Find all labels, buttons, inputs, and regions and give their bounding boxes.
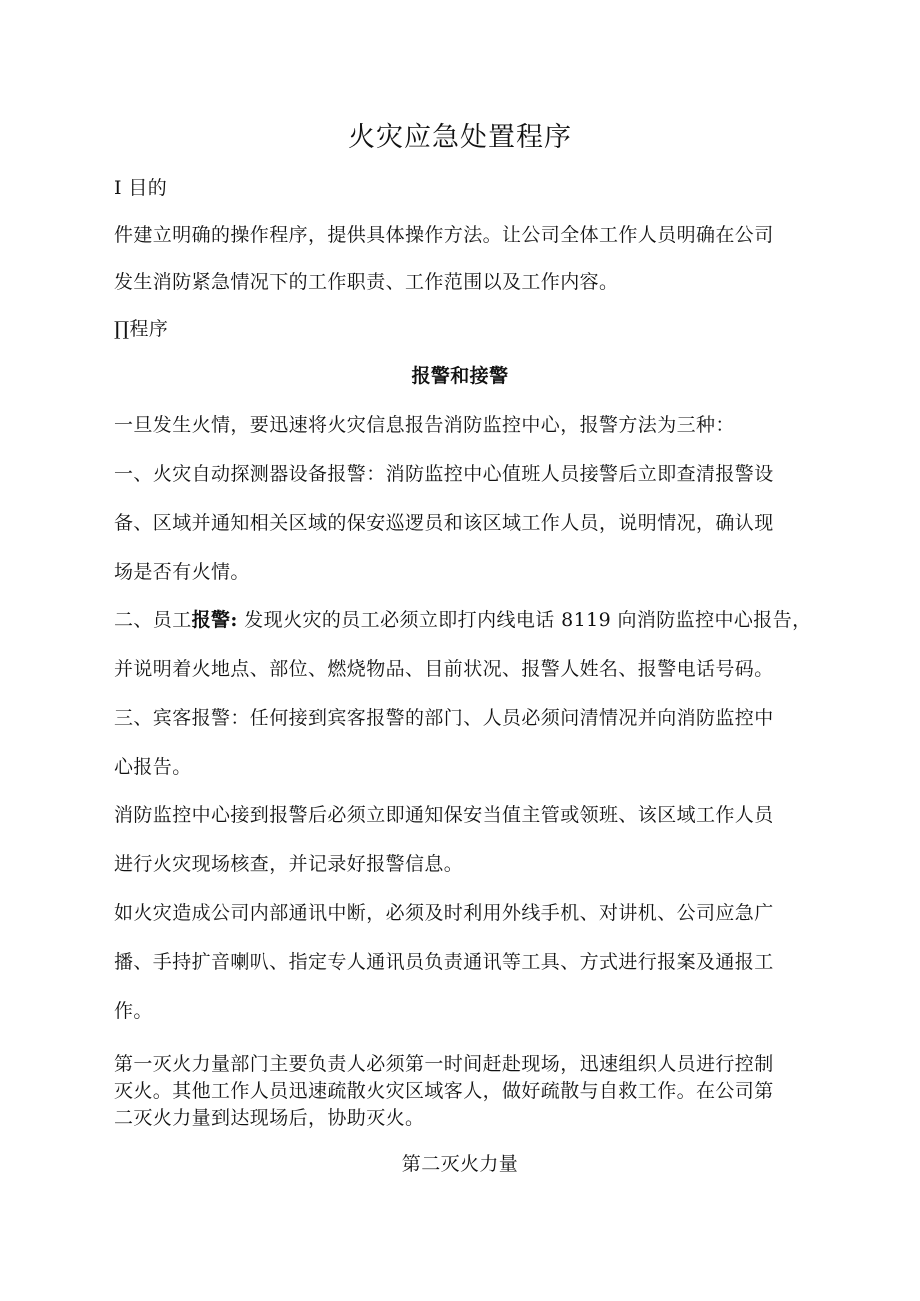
method2-line-2: 并说明着火地点、部位、燃烧物品、目前状况、报警人姓名、报警电话号码。 [114,658,774,680]
subheading-second-force: 第二灭火力量 [401,1153,519,1175]
method1-line-1: 一、火灾自动探测器设备报警：消防监控中心值班人员接警后立即查清报警设 [114,463,774,485]
method3-line-1: 三、宾客报警：任何接到宾客报警的部门、人员必须问清情况并向消防监控中 [114,707,774,729]
method2-line-1 [114,608,814,632]
method1-line-3: 场是否有火情。 [114,561,250,583]
method3-line-2: 心报告。 [114,756,192,778]
purpose-line-2: 发生消防紧急情况下的工作职责、工作范围以及工作内容。 [114,271,619,293]
document-title: 火灾应急处置程序 [348,122,572,153]
first-force-line-1: 第一灭火力量部门主要负责人必须第一时间赶赴现场，迅速组织人员进行控制 [114,1053,774,1075]
method1-line-2: 备、区域并通知相关区域的保安巡逻员和该区域工作人员，说明情况，确认现 [114,512,774,534]
section-heading-procedure: ∏程序 [114,318,169,340]
method2-rest: 发现火灾的员工必须立即打内线电话 8119 向消防监控中心报告， [237,609,812,631]
alarm-intro: 一旦发生火情，要迅速将火灾信息报告消防监控中心，报警方法为三种： [114,414,735,436]
purpose-line-1: 件建立明确的操作程序，提供具体操作方法。让公司全体工作人员明确在公司 [114,224,774,246]
comm-line-2: 播、手持扩音喇叭、指定专人通讯员负责通讯等工具、方式进行报案及通报工 [114,951,774,973]
method2-bold-label: 报警: [191,609,238,631]
center-notice-line-1: 消防监控中心接到报警后必须立即通知保安当值主管或领班、该区域工作人员 [114,804,774,826]
method2-prefix: 二、员工 [114,609,192,631]
comm-line-1: 如火灾造成公司内部通讯中断，必须及时利用外线手机、对讲机、公司应急广 [114,902,774,924]
comm-line-3: 作。 [114,1000,153,1022]
subheading-alarm: 报警和接警 [411,365,509,387]
first-force-line-2: 灭火。其他工作人员迅速疏散火灾区域客人，做好疏散与自救工作。在公司第 [114,1080,774,1102]
section-heading-purpose: I 目的 [114,177,168,199]
first-force-line-3: 二灭火力量到达现场后，协助灭火。 [114,1107,425,1129]
center-notice-line-2: 进行火灾现场核查，并记录好报警信息。 [114,853,464,875]
